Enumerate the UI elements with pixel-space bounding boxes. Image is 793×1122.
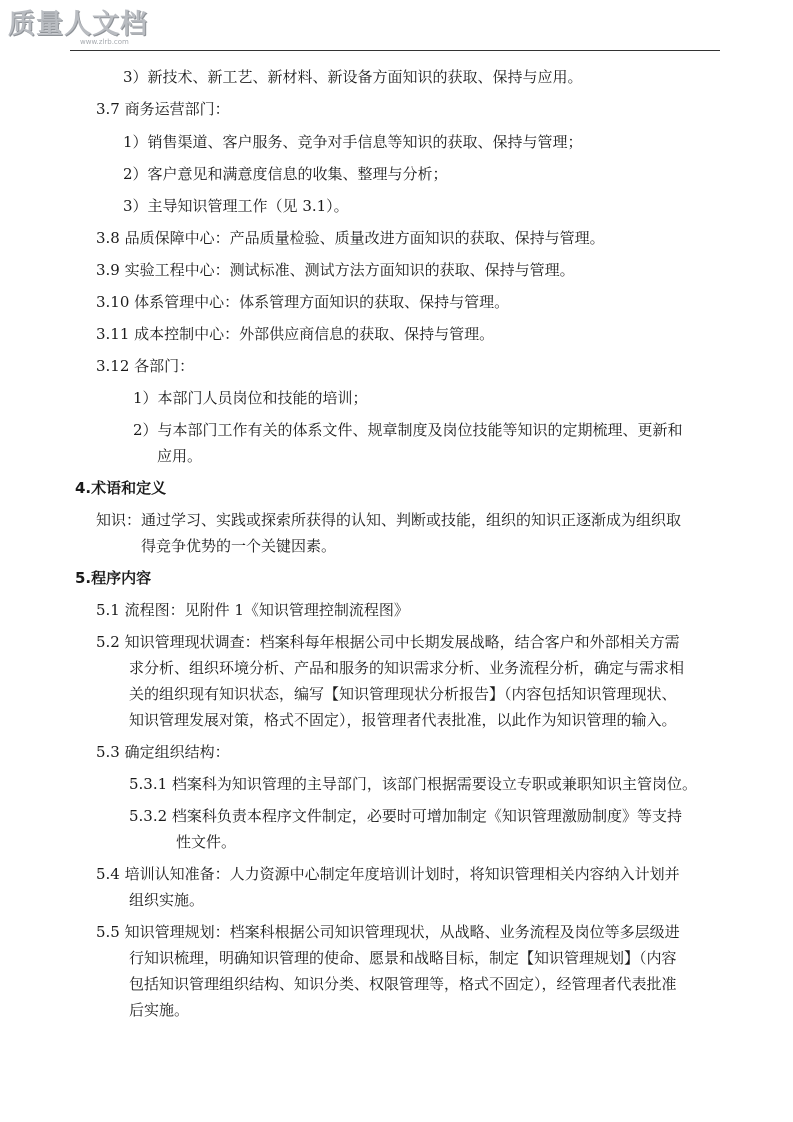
text-line: 应用。 <box>157 447 203 465</box>
section-heading-5-5: 5.5 知识管理规划：档案科根据公司知识管理现状，从战略、业务流程及岗位等多层级进 <box>96 923 680 941</box>
header-divider <box>70 50 720 51</box>
section-heading-5-4: 5.4 培训认知准备：人力资源中心制定年度培训计划时，将知识管理相关内容纳入计划并 <box>96 865 680 883</box>
definition-text: 知识：通过学习、实践或探索所获得的认知、判断或技能，组织的知识正逐渐成为组织取 <box>96 511 682 529</box>
section-heading-3-12: 3.12 各部门： <box>96 357 195 375</box>
subsection-5-3-1: 5.3.1 档案科为知识管理的主导部门，该部门根据需要设立专职或兼职知识主管岗位。 <box>129 775 697 793</box>
text-line: 知识管理发展对策，格式不固定），报管理者代表批准，以此作为知识管理的输入。 <box>129 711 677 729</box>
text-line: 求分析、组织环境分析、产品和服务的知识需求分析、业务流程分析，确定与需求相 <box>129 659 685 677</box>
section-heading-3-9: 3.9 实验工程中心：测试标准、测试方法方面知识的获取、保持与管理。 <box>96 261 575 279</box>
definition-text: 得竞争优势的一个关键因素。 <box>141 537 337 555</box>
text-line: 1）本部门人员岗位和技能的培训； <box>133 389 368 407</box>
text-line: 后实施。 <box>129 1001 190 1019</box>
section-heading-5-1: 5.1 流程图：见附件 1《知识管理控制流程图》 <box>96 601 409 619</box>
logo-text: 质量人文档 <box>8 9 148 40</box>
text-line: 行知识梳理，明确知识管理的使命、愿景和战略目标，制定【知识管理规划】（内容 <box>129 949 677 967</box>
subsection-5-3-2: 5.3.2 档案科负责本程序文件制定，必要时可增加制定《知识管理激励制度》等支持 <box>129 807 682 825</box>
section-title-5: 5.程序内容 <box>75 569 152 587</box>
text-line: 性文件。 <box>176 833 237 851</box>
logo-url: www.zlrb.com <box>80 38 129 46</box>
section-title-4: 4.术语和定义 <box>75 479 167 497</box>
text-line: 1）销售渠道、客户服务、竞争对手信息等知识的获取、保持与管理； <box>123 133 583 151</box>
logo <box>8 10 148 44</box>
text-line: 关的组织现有知识状态，编写【知识管理现状分析报告】（内容包括知识管理现状、 <box>129 685 677 703</box>
text-line: 组织实施。 <box>129 891 205 909</box>
text-line: 2）与本部门工作有关的体系文件、规章制度及岗位技能等知识的定期梳理、更新和 <box>133 421 683 439</box>
text-line: 3）新技术、新工艺、新材料、新设备方面知识的获取、保持与应用。 <box>123 68 583 86</box>
text-line: 3）主导知识管理工作（见 3.1）。 <box>123 197 349 215</box>
text-line: 包括知识管理组织结构、知识分类、权限管理等，格式不固定），经管理者代表批准 <box>129 975 677 993</box>
section-heading-3-10: 3.10 体系管理中心：体系管理方面知识的获取、保持与管理。 <box>96 293 510 311</box>
page-header <box>0 0 793 56</box>
section-heading-3-8: 3.8 品质保障中心：产品质量检验、质量改进方面知识的获取、保持与管理。 <box>96 229 605 247</box>
section-heading-3-11: 3.11 成本控制中心：外部供应商信息的获取、保持与管理。 <box>96 325 495 343</box>
section-heading-5-2: 5.2 知识管理现状调查：档案科每年根据公司中长期发展战略，结合客户和外部相关方需 <box>96 633 680 651</box>
section-heading-5-3: 5.3 确定组织结构： <box>96 743 230 761</box>
text-line: 2）客户意见和满意度信息的收集、整理与分析； <box>123 165 448 183</box>
section-heading-3-7: 3.7 商务运营部门： <box>96 100 230 118</box>
